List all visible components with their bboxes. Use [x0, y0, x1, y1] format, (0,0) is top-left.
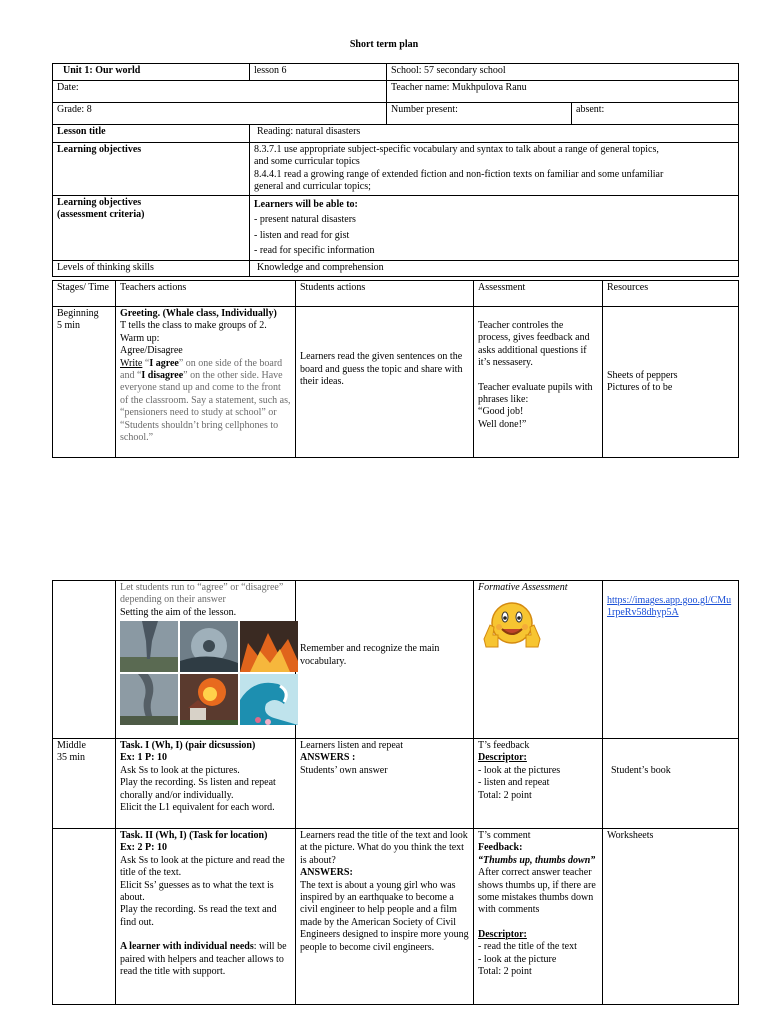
col-assessment: Assessment	[474, 281, 603, 307]
col-resources: Resources	[603, 281, 739, 307]
number-present-cell: Number present:	[387, 103, 572, 125]
task1-resources: Student’s book	[603, 739, 739, 829]
criteria-label: Learning objectives (assessment criteria)	[53, 195, 250, 260]
tornado-photo	[120, 621, 178, 672]
task2-stage	[53, 829, 116, 1005]
beginning-teacher-actions: Greeting. (Whale class, Individually) T tells the class to make groups of 2. Warm up: Agree/Disagree Write “I agree” on one side of the board and “I disagree” on the other side. Have everyone stand up and come to the front of the classroom. Say a statement, such as, “pensioners need to study at school” or “Students shouldn’t bring cellphones to school.”	[116, 307, 296, 458]
plan-table	[52, 280, 739, 458]
task2-teacher-actions: Task. II (Wh, I) (Task for location) Ex: 2 P: 10 Ask Ss to look at the picture and read the title of the text. Elicit Ss’ guesses as to what the text is about. Play the recording. Ss read the text and find out. A learner with individual needs: will be paired with helpers and teacher allows to read the title with support.	[116, 829, 296, 1005]
task1-students-actions: Learners listen and repeat ANSWERS : Students’ own answer	[296, 739, 474, 829]
continued-assessment: Formative Assessment	[474, 581, 603, 739]
task2-assessment: T’s comment Feedback: “Thumbs up, thumbs down” After correct answer teacher shows thumbs up, if there are some mistakes thumbs down with comments Descriptor: - read the title of the text - look at the picture Total: 2 point	[474, 829, 603, 1005]
objectives-value: 8.3.7.1 use appropriate subject-specific vocabulary and syntax to talk about a range of general topics, and some curricular topics 8.4.4.1 read a growing range of extended fiction and non-fiction texts on familiar and some unfamiliar general and curricular topics;	[250, 143, 739, 196]
continued-teacher-actions: Let students run to “agree” or “disagree” depending on their answer Setting the aim of the lesson.	[116, 581, 296, 739]
date-cell: Date:	[53, 81, 387, 103]
volcano-house-photo	[180, 674, 238, 725]
teacher-cell: Teacher name: Mukhpulova Ranu	[387, 81, 739, 103]
tsunami-photo	[240, 674, 298, 725]
beginning-students-actions: Learners read the given sentences on the board and guess the topic and share with their ideas.	[296, 307, 474, 458]
beginning-assessment: Teacher controles the process, gives feedback and asks additional questions if it’s nessasery. Teacher evaluate pupils with phrases like: “Good job! Well done!”	[474, 307, 603, 458]
storm-photo	[120, 674, 178, 725]
header-table	[52, 63, 739, 277]
beginning-resources: Sheets of peppers Pictures of to be	[603, 307, 739, 458]
task1-assessment: T’s feedback Descriptor: - look at the pictures - listen and repeat Total: 2 point	[474, 739, 603, 829]
beginning-stage: Beginning 5 min	[53, 307, 116, 458]
wildfire-photo	[240, 621, 298, 672]
absent-cell: absent:	[572, 103, 739, 125]
task1-teacher-actions: Task. I (Wh, I) (pair dicsussion) Ex: 1 P: 10 Ask Ss to look at the pictures. Play the recording. Ss listen and repeat chorally and/or individually. Elicit the L1 equivalent for each word.	[116, 739, 296, 829]
continued-resources	[603, 581, 739, 739]
lesson-title-value: Reading: natural disasters	[250, 125, 739, 143]
resource-link[interactable]: https://images.app.goo.gl/CMu1rpeRv58dhyp5A	[607, 595, 732, 619]
col-teachers-actions: Teachers actions	[116, 281, 296, 307]
thumbs-up-smiley-icon	[480, 597, 544, 655]
school-cell: School: 57 secondary school	[387, 64, 739, 81]
thinking-value: Knowledge and comprehension	[250, 260, 739, 276]
hurricane-photo	[180, 621, 238, 672]
continued-students-actions: Remember and recognize the main vocabulary.	[296, 581, 474, 739]
objectives-label: Learning objectives	[53, 143, 250, 196]
document-title: Short term plan	[349, 39, 419, 50]
plan-table-continued	[52, 580, 739, 1005]
continued-stage	[53, 581, 116, 739]
task2-resources: Worksheets	[603, 829, 739, 1005]
thinking-label: Levels of thinking skills	[53, 260, 250, 276]
lesson-title-label: Lesson title	[53, 125, 250, 143]
disaster-photo-grid	[120, 621, 291, 725]
col-students-actions: Students actions	[296, 281, 474, 307]
col-stages: Stages/ Time	[53, 281, 116, 307]
criteria-value: Learners will be able to: - present natural disasters - listen and read for gist - read for specific information	[250, 195, 739, 260]
middle-stage: Middle 35 min	[53, 739, 116, 829]
unit-cell: Unit 1: Our world	[53, 64, 250, 81]
task2-students-actions: Learners read the title of the text and look at the picture. What do you think the text is about? ANSWERS: The text is about a young girl who was inspired by an earthquake to become a civil engineer to help people and a film made by the American Society of Civil Engineers designed to inspire more young people to become civil engineers.	[296, 829, 474, 1005]
grade-cell: Grade: 8	[53, 103, 387, 125]
lesson-number: lesson 6	[250, 64, 387, 81]
